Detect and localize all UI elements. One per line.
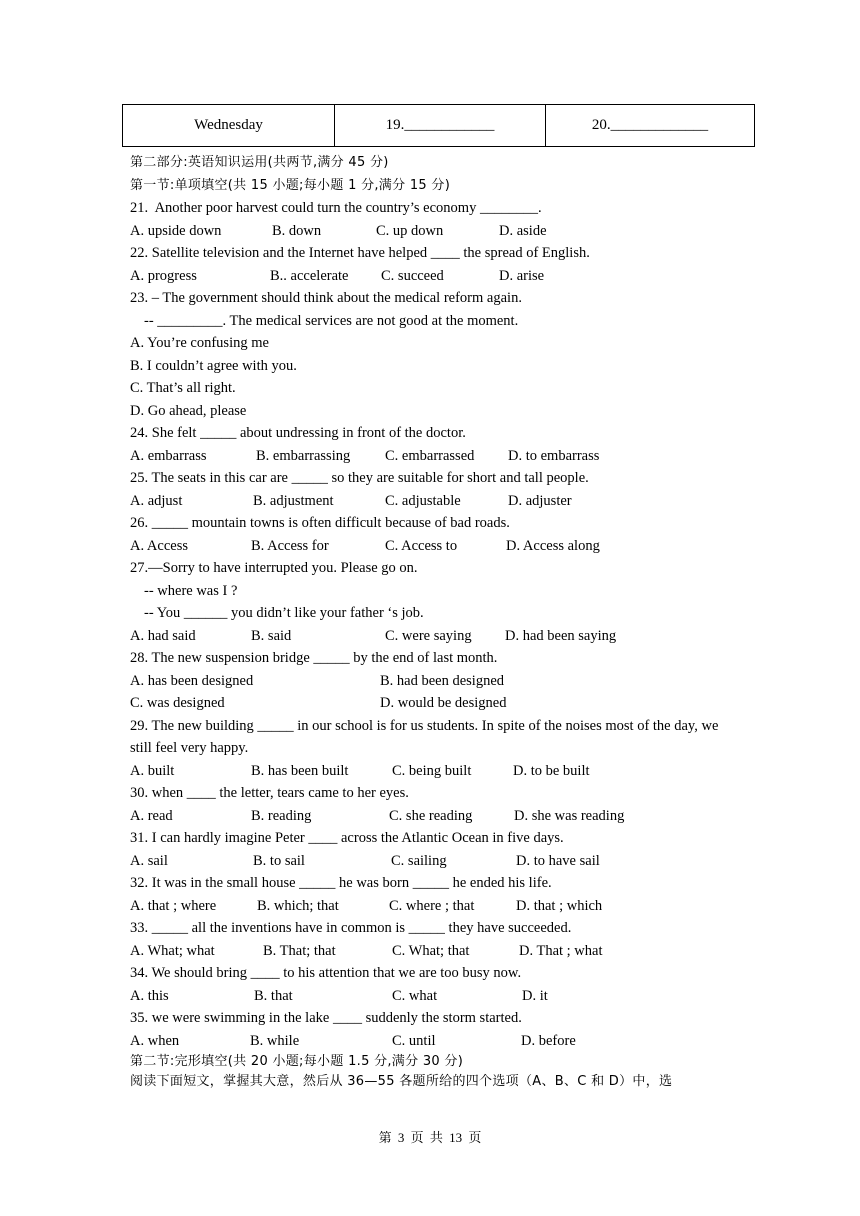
question-25-stem: 25. The seats in this car are _____ so they are suitable for short and tall people.: [130, 470, 589, 486]
question-33-options: [130, 940, 740, 963]
option-d: D. to embarrass: [508, 447, 600, 464]
option-c: C. sailing: [391, 852, 447, 869]
question-34-stem: 34. We should bring ____ to his attention that we are too busy now.: [130, 965, 522, 981]
question-28-stem: 28. The new suspension bridge _____ by the end of last month.: [130, 650, 498, 666]
option-d: D. to have sail: [516, 852, 600, 869]
answer-table: [122, 104, 755, 147]
option-d: D. arise: [499, 267, 545, 284]
section2-heading: 第二节:完形填空(共 20 小题;每小题 1.5 分,满分 30 分): [130, 1054, 464, 1069]
question-23-response: -- _________. The medical services are not good at the moment.: [144, 312, 519, 329]
section2-instruction: 阅读下面短文，掌握其大意，然后从 36—55 各题所给的四个选项（A、B、C 和 D）中，选: [130, 1074, 673, 1089]
question-26-stem: 26. _____ mountain towns is often difficult because of bad roads.: [130, 515, 510, 531]
question-32-stem: 32. It was in the small house _____ he was born _____ he ended his life.: [130, 875, 552, 891]
option-c: C. That’s all right.: [130, 380, 236, 396]
question-29-options: [130, 760, 740, 783]
option-d: D. would be designed: [380, 695, 507, 711]
option-c: C. What; that: [392, 942, 470, 959]
option-b: B. reading: [251, 807, 312, 824]
table-row: [123, 105, 755, 147]
option-a: A. Access: [130, 537, 188, 554]
question-31-stem: 31. I can hardly imagine Peter ____ across the Atlantic Ocean in five days.: [130, 830, 564, 846]
option-a: A. upside down: [130, 222, 222, 239]
question-29-stem: 29. The new building _____ in our school is for us students. In spite of the noises most of the day, we still feel very happy.: [130, 717, 719, 756]
option-b: B. embarrassing: [256, 447, 351, 464]
option-a: A. sail: [130, 852, 168, 869]
table-cell-blank-19: 19.____________: [335, 105, 546, 147]
option-d: D. Access along: [506, 537, 600, 554]
question-34-options: [130, 985, 740, 1008]
option-c: C. being built: [392, 762, 472, 779]
page-footer: 第 3 页 共 13 页: [378, 1130, 482, 1145]
option-c: C. she reading: [389, 807, 473, 824]
question-35-options: [130, 1030, 740, 1053]
option-b: B. That; that: [263, 942, 336, 959]
option-a: A. embarrass: [130, 447, 207, 464]
question-27-options: [130, 625, 740, 648]
option-c: C. where ; that: [389, 897, 475, 914]
option-a: A. had said: [130, 627, 196, 644]
option-b: B. down: [272, 222, 322, 239]
option-b: B. which; that: [257, 897, 339, 914]
option-a: A. this: [130, 987, 169, 1004]
option-a: A. adjust: [130, 492, 183, 509]
question-25-options: [130, 490, 740, 513]
question-31-options: [130, 850, 740, 873]
option-c: C. succeed: [381, 267, 444, 284]
option-c: C. was designed: [130, 695, 225, 711]
option-d: D. aside: [499, 222, 547, 239]
question-28-options-2: [130, 692, 740, 715]
question-24-options: [130, 445, 740, 468]
question-27-line3: -- You ______ you didn’t like your father ‘s job.: [144, 605, 424, 621]
option-c: C. what: [392, 987, 438, 1004]
option-a: A. You’re confusing me: [130, 335, 269, 351]
option-d: D. had been saying: [505, 627, 617, 644]
question-30-stem: 30. when ____ the letter, tears came to her eyes.: [130, 785, 409, 801]
option-c: C. embarrassed: [385, 447, 475, 464]
question-27-stem: 27.—Sorry to have interrupted you. Please go on.: [130, 560, 418, 576]
section1-heading: 第一节:单项填空(共 15 小题;每小题 1 分,满分 15 分): [130, 177, 451, 193]
option-a: A. What; what: [130, 942, 215, 959]
option-d: D. that ; which: [516, 897, 603, 914]
question-21-stem: 21. Another poor harvest could turn the country’s economy ________.: [130, 200, 542, 216]
option-a: A. when: [130, 1032, 180, 1049]
question-21-options: [130, 220, 740, 243]
part2-heading: 第二部分:英语知识运用(共两节,满分 45 分): [130, 155, 389, 170]
option-b: B. had been designed: [380, 672, 505, 689]
option-b: B. to sail: [253, 852, 305, 869]
question-32-options: [130, 895, 740, 918]
question-24-stem: 24. She felt _____ about undressing in front of the doctor.: [130, 425, 466, 441]
option-b: B. that: [254, 987, 293, 1004]
option-b: B. I couldn’t agree with you.: [130, 357, 297, 374]
option-a: A. that ; where: [130, 897, 217, 914]
option-b: B.. accelerate: [270, 267, 349, 284]
exam-content: [130, 152, 740, 1094]
option-d: D. Go ahead, please: [130, 402, 247, 419]
question-26-options: [130, 535, 740, 558]
option-d: D. it: [522, 987, 548, 1004]
question-28-options-1: [130, 670, 740, 693]
option-d: D. to be built: [513, 762, 590, 779]
option-c: C. adjustable: [385, 492, 461, 509]
option-d: D. she was reading: [514, 807, 625, 824]
question-23-stem: 23. – The government should think about the medical reform again.: [130, 290, 522, 306]
table-cell-day: Wednesday: [123, 105, 335, 147]
option-c: C. were saying: [385, 627, 472, 644]
option-b: B. while: [250, 1032, 300, 1049]
option-d: D. That ; what: [519, 942, 603, 959]
option-c: C. until: [392, 1032, 436, 1049]
question-30-options: [130, 805, 740, 828]
question-27-line2: -- where was I ?: [144, 582, 238, 599]
question-35-stem: 35. we were swimming in the lake ____ suddenly the storm started.: [130, 1010, 522, 1026]
option-b: B. said: [251, 627, 292, 644]
option-d: D. adjuster: [508, 492, 572, 509]
option-c: C. up down: [376, 222, 444, 239]
question-22-stem: 22. Satellite television and the Internet have helped ____ the spread of English.: [130, 245, 590, 261]
option-b: B. adjustment: [253, 492, 334, 509]
option-a: A. has been designed: [130, 672, 254, 689]
question-22-options: [130, 265, 740, 288]
option-b: B. Access for: [251, 537, 329, 554]
option-a: A. read: [130, 807, 173, 824]
table-cell-blank-20: 20._____________: [546, 105, 755, 147]
option-a: A. progress: [130, 267, 197, 284]
option-b: B. has been built: [251, 762, 349, 779]
option-a: A. built: [130, 762, 175, 779]
option-c: C. Access to: [385, 537, 458, 554]
option-d: D. before: [521, 1032, 576, 1049]
question-33-stem: 33. _____ all the inventions have in common is _____ they have succeeded.: [130, 920, 572, 936]
